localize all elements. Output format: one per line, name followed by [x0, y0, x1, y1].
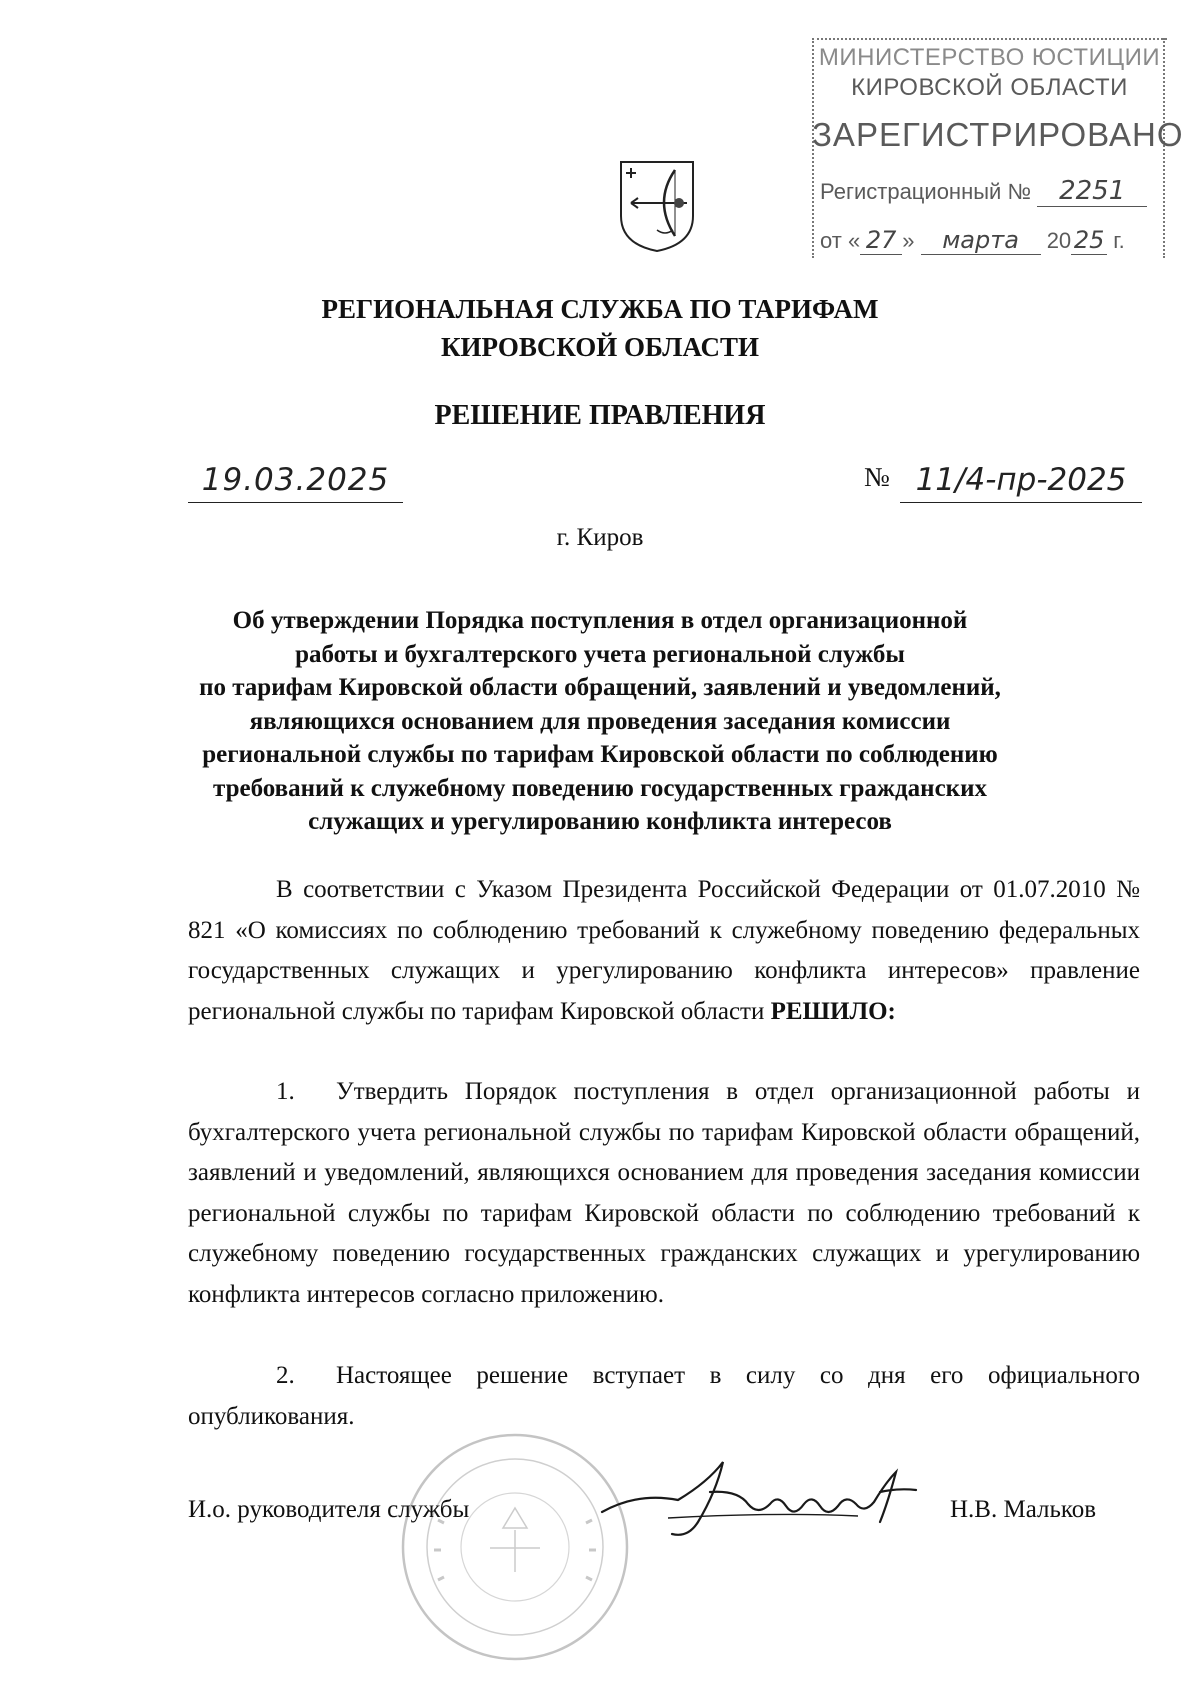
document-subject [0, 604, 1200, 839]
subject-line: работы и бухгалтерского учета региональной службы [295, 640, 905, 668]
subject-line: служащих и урегулированию конфликта интересов [308, 808, 892, 835]
coat-of-arms-icon [617, 158, 697, 254]
subject-line: являющихся основанием для проведения заседания комиссии [249, 707, 951, 735]
stamp-year-end: г. [1113, 228, 1125, 253]
registration-stamp [812, 38, 1184, 258]
handwritten-signature-icon [598, 1452, 956, 1552]
organization-title [0, 290, 1200, 366]
document-date: 19.03.2025 [201, 462, 390, 498]
stamp-region-line: КИРОВСКОЙ ОБЛАСТИ [851, 74, 1128, 101]
stamp-registered-line: ЗАРЕГИСТРИРОВАНО [812, 116, 1184, 153]
signatory-name: Н.В. Мальков [950, 1496, 1097, 1523]
resolution-item-1 [188, 1072, 1140, 1315]
stamp-date-prefix: от « [820, 228, 861, 253]
preamble-text: В соответствии с Указом Президента Российской Федерации от 01.07.2010 № 821 «О комиссиях по соблюдению требований к служебному поведению федеральных государственных служащих и урегулированию конфликта интересов» правление региональной службы по тарифам Кировской области [188, 876, 1140, 1025]
stamp-ministry-line: МИНИСТЕРСТВО ЮСТИЦИИ [818, 44, 1161, 71]
subject-line: по тарифам Кировской области обращений, заявлений и уведомлений, [199, 674, 1001, 701]
number-label: № [864, 462, 890, 492]
item-text: Утвердить Порядок поступления в отдел организационной работы и бухгалтерского учета региональной службы по тарифам Кировской области обращений, заявлений и уведомлений, являющихся основанием для проведения заседания комиссии региональной службы по тарифам Кировской области по соблюдению требований к служебному поведению государственных гражданских служащих и урегулированию конфликта интересов согласно приложению. [188, 1078, 1140, 1308]
document-date-field [188, 462, 403, 503]
stamp-date-row [820, 226, 1125, 255]
document-number: 11/4-пр-2025 [915, 462, 1127, 498]
resolution-item-2 [188, 1356, 1140, 1437]
stamp-reg-label: Регистрационный № [820, 179, 1032, 204]
subject-line: региональной службы по тарифам Кировской области по соблюдению [202, 741, 998, 768]
stamp-reg-number: 2251 [1037, 176, 1147, 207]
stamp-date-month: марта [921, 226, 1041, 255]
org-title-line-1: РЕГИОНАЛЬНАЯ СЛУЖБА ПО ТАРИФАМ [321, 294, 879, 324]
stamp-year-suffix: 25 [1071, 226, 1107, 255]
stamp-reg-number-row [820, 176, 1147, 207]
subject-line: Об утверждении Порядка поступления в отдел организационной [232, 607, 968, 634]
preamble-paragraph [188, 870, 1140, 1032]
resolved-word: РЕШИЛО: [770, 997, 896, 1025]
stamp-date-day: 27 [860, 226, 902, 255]
document-type-title: РЕШЕНИЕ ПРАВЛЕНИЯ [434, 400, 766, 431]
document-number-field [900, 462, 1142, 503]
item-number: 1. [276, 1078, 295, 1105]
stamp-date-mid: » [902, 228, 915, 253]
signatory-role: И.о. руководителя службы [188, 1496, 470, 1523]
stamp-year-prefix: 20 [1046, 228, 1072, 253]
org-title-line-2: КИРОВСКОЙ ОБЛАСТИ [440, 332, 760, 362]
city: г. Киров [556, 524, 644, 551]
item-text: Настоящее решение вступает в силу со дня его официального опубликования. [188, 1362, 1140, 1430]
item-number: 2. [276, 1362, 295, 1389]
subject-line: требований к служебному поведению государственных гражданских [213, 774, 987, 802]
